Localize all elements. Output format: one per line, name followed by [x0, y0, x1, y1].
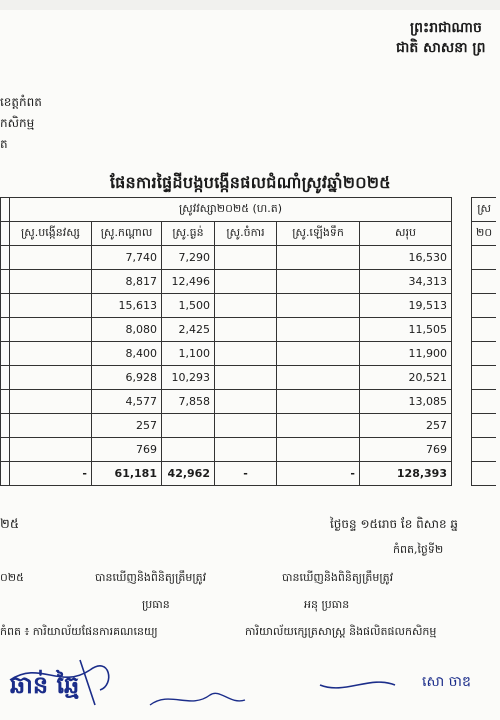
table-cell: [10, 246, 92, 270]
col-header: ស្រូ.ធ្ងន់: [162, 222, 215, 246]
signature-date: សោ ចាឌ: [422, 674, 471, 690]
col-header: សរុប: [360, 222, 452, 246]
table-cell: [215, 246, 277, 270]
table-cell: 1,500: [162, 294, 215, 318]
table-cell: [277, 438, 360, 462]
table-cell: 769: [360, 438, 452, 462]
table-cell: 19,513: [360, 294, 452, 318]
table-cell: 11,900: [360, 342, 452, 366]
table-cell: [215, 438, 277, 462]
table-cell: 10,293: [162, 366, 215, 390]
ministry-line-1: ខេត្តកំពត: [0, 95, 42, 109]
table-row: [1, 438, 497, 462]
table-cell: [277, 390, 360, 414]
place-date: កំពត,ថ្ងៃទី២: [393, 543, 444, 556]
table-cell: [277, 270, 360, 294]
table-cell: [215, 366, 277, 390]
ministry-line-3: ត: [0, 137, 8, 151]
table-cell: 769: [92, 438, 162, 462]
table-row: [1, 270, 497, 294]
table-cell: [277, 366, 360, 390]
president-left: ប្រធាន: [142, 598, 170, 611]
table-cell: [277, 342, 360, 366]
col-header: ស្រូ.បង្កើនវស្ស: [10, 222, 92, 246]
right-subheader: ២០: [472, 222, 497, 246]
table-cell: -: [10, 462, 92, 486]
group-header: ស្រូវវស្សា២០២៥ (ហ.ត): [10, 198, 452, 222]
right-group-header: ស្រ: [472, 198, 497, 222]
scan-edge: [0, 0, 500, 10]
table-cell: [215, 342, 277, 366]
year-left: ០២៥: [0, 571, 24, 584]
table-cell: 128,393: [360, 462, 452, 486]
table-cell: [277, 246, 360, 270]
table-row: [1, 390, 497, 414]
table-cell: 6,928: [92, 366, 162, 390]
table-cell: -: [277, 462, 360, 486]
table-row: [1, 414, 497, 438]
col-header: ស្រូ.ចំការ: [215, 222, 277, 246]
table-cell: 4,577: [92, 390, 162, 414]
rice-plan-table: [0, 197, 496, 486]
table-cell: 8,400: [92, 342, 162, 366]
date-left: ២៥: [0, 517, 20, 532]
table-cell: [10, 438, 92, 462]
table-cell: 16,530: [360, 246, 452, 270]
total-row: [1, 462, 497, 486]
table-cell: 257: [360, 414, 452, 438]
table-cell: 20,521: [360, 366, 452, 390]
table-cell: [162, 438, 215, 462]
col-header: ស្រូ.ឡើងទឹក: [277, 222, 360, 246]
table-cell: [215, 270, 277, 294]
document-title: ផែនការផ្ទៃដីបង្កបង្កើនផលជំណាំស្រូវឆ្នាំ២០២៥: [110, 173, 391, 192]
table-cell: [277, 318, 360, 342]
table-cell: 7,858: [162, 390, 215, 414]
table-cell: [215, 294, 277, 318]
table-cell: 1,100: [162, 342, 215, 366]
table-cell: [215, 414, 277, 438]
table-cell: [215, 390, 277, 414]
approval-left: បានឃើញនិងពិនិត្យត្រឹមត្រូវ: [95, 571, 207, 584]
table-cell: 42,962: [162, 462, 215, 486]
table-row: [1, 246, 497, 270]
table-cell: [10, 366, 92, 390]
table-cell: [277, 294, 360, 318]
table-cell: 12,496: [162, 270, 215, 294]
table-cell: [10, 390, 92, 414]
table-cell: 2,425: [162, 318, 215, 342]
table-cell: 34,313: [360, 270, 452, 294]
table-cell: 257: [92, 414, 162, 438]
table-cell: -: [215, 462, 277, 486]
date-right: ថ្ងៃចន្ទ ១៥រោច ខែ ពិសាខ ឆ្ន: [330, 517, 459, 531]
table-cell: [277, 414, 360, 438]
table-cell: 61,181: [92, 462, 162, 486]
table-cell: [10, 270, 92, 294]
table-cell: [215, 318, 277, 342]
table-cell: 7,740: [92, 246, 162, 270]
signature-name: ឆាន់ ឆ្មៃ: [10, 670, 80, 699]
office-left: កំពត ៖ ការិយាល័យផែនការគណនេយ្យ: [0, 625, 158, 638]
table-cell: [10, 414, 92, 438]
table-row: [1, 294, 497, 318]
table-cell: [10, 318, 92, 342]
col-header: ស្រូ.កណ្តាល: [92, 222, 162, 246]
national-motto: ជាតិ សាសនា ព្រ: [396, 40, 486, 56]
table-cell: 15,613: [92, 294, 162, 318]
table-cell: 11,505: [360, 318, 452, 342]
table-row: [1, 318, 497, 342]
ministry-line-2: កសិកម្ម: [0, 116, 35, 130]
table-cell: [10, 294, 92, 318]
table-cell: 13,085: [360, 390, 452, 414]
table-cell: [162, 414, 215, 438]
kingdom-heading: ព្រះរាជាណាច: [410, 20, 482, 36]
approval-right: បានឃើញនិងពិនិត្យត្រឹមត្រូវ: [282, 571, 394, 584]
table-cell: 8,817: [92, 270, 162, 294]
table-cell: 8,080: [92, 318, 162, 342]
office-right: ការិយាល័យក្សេត្រសាស្ត្រ និងផលិតផលកសិកម្ម: [245, 625, 437, 638]
table-cell: [10, 342, 92, 366]
president-right: អនុ ប្រធាន: [304, 598, 350, 611]
table-row: [1, 366, 497, 390]
table-row: [1, 342, 497, 366]
table-cell: 7,290: [162, 246, 215, 270]
